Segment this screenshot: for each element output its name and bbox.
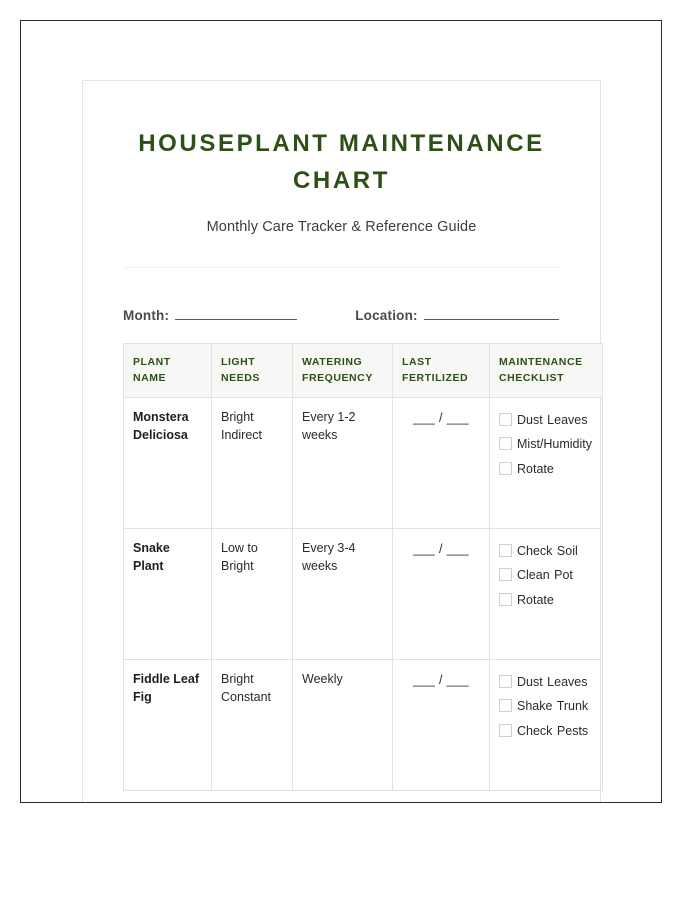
cell-last-fertilized-text: ___ / ___ — [413, 672, 469, 687]
table-row — [124, 659, 603, 790]
location-field[interactable] — [355, 306, 559, 323]
checklist-item[interactable] — [499, 568, 573, 582]
checklist-item[interactable] — [499, 462, 554, 476]
table-row — [124, 528, 603, 659]
viewport-frame — [20, 20, 662, 803]
cell-watering-frequency-text: Every 3-4 weeks — [302, 540, 356, 573]
cell-plant-name-text: Monstera Deliciosa — [133, 409, 189, 442]
cell-light-needs — [212, 528, 293, 659]
checklist — [499, 408, 593, 481]
checklist-item-label: Clean Pot — [517, 568, 573, 583]
checkbox-icon[interactable] — [499, 437, 512, 450]
checklist-item[interactable] — [499, 413, 587, 427]
table-header-row — [124, 344, 603, 397]
checklist-item-label: Dust Leaves — [517, 674, 588, 689]
cell-light-needs — [212, 659, 293, 790]
checklist — [499, 670, 593, 743]
month-label: Month: — [123, 308, 170, 324]
cell-plant-name-text: Fiddle Leaf Fig — [133, 671, 199, 704]
checklist-item-label: Rotate — [517, 592, 554, 607]
month-field[interactable] — [123, 306, 297, 323]
checklist-item[interactable] — [499, 437, 592, 451]
cell-light-needs-text: Bright Constant — [221, 671, 272, 704]
page-subtitle: Monthly Care Tracker & Reference Guide — [206, 219, 477, 236]
cell-watering-frequency — [293, 528, 393, 659]
cell-last-fertilized — [393, 659, 490, 790]
column-header-light-needs: LIGHT NEEDS — [212, 344, 293, 397]
checkbox-icon[interactable] — [499, 675, 512, 688]
cell-last-fertilized-text: ___ / ___ — [413, 410, 469, 425]
month-input-blank[interactable] — [175, 306, 297, 320]
cell-plant-name-text: Snake Plant — [133, 540, 170, 573]
checklist-item-label: Check Soil — [517, 543, 578, 558]
page-title: HOUSEPLANT MAINTENANCE CHART — [138, 130, 545, 195]
checklist-item[interactable] — [499, 544, 578, 558]
checklist-item-label: Dust Leaves — [517, 412, 588, 427]
checklist — [499, 539, 593, 612]
checklist-item-label: Mist/Humidity — [517, 437, 593, 452]
checklist-item[interactable] — [499, 724, 588, 738]
table-row — [124, 397, 603, 528]
cell-last-fertilized-text: ___ / ___ — [413, 541, 469, 556]
document-card — [82, 80, 601, 803]
cell-watering-frequency — [293, 659, 393, 790]
column-header-last-fertilized: LAST FERTILIZED — [393, 344, 490, 397]
checkbox-icon[interactable] — [499, 544, 512, 557]
cell-maintenance-checklist — [490, 659, 603, 790]
cell-plant-name — [124, 397, 212, 528]
cell-watering-frequency-text: Weekly — [302, 671, 343, 686]
cell-light-needs-text: Low to Bright — [221, 540, 258, 573]
checklist-item-label: Check Pests — [517, 723, 589, 738]
checklist-item[interactable] — [499, 699, 588, 713]
checklist-item-label: Shake Trunk — [517, 699, 589, 714]
checkbox-icon[interactable] — [499, 413, 512, 426]
cell-maintenance-checklist — [490, 397, 603, 528]
cell-last-fertilized — [393, 397, 490, 528]
checkbox-icon[interactable] — [499, 593, 512, 606]
checklist-item[interactable] — [499, 675, 587, 689]
meta-fields-row — [123, 268, 560, 343]
checkbox-icon[interactable] — [499, 568, 512, 581]
location-label: Location: — [355, 308, 418, 324]
column-header-maintenance-checklist: MAINTENANCE CHECKLIST — [490, 344, 603, 397]
table-header — [124, 344, 603, 397]
checkbox-icon[interactable] — [499, 724, 512, 737]
checkbox-icon[interactable] — [499, 462, 512, 475]
cell-last-fertilized — [393, 528, 490, 659]
cell-light-needs-text: Bright Indirect — [221, 409, 262, 442]
plant-care-table — [123, 343, 603, 790]
cell-watering-frequency-text: Every 1-2 weeks — [302, 409, 356, 442]
cell-plant-name — [124, 528, 212, 659]
column-header-watering-frequency: WATERING FREQUENCY — [293, 344, 393, 397]
table-body — [124, 397, 603, 790]
checkbox-icon[interactable] — [499, 699, 512, 712]
cell-light-needs — [212, 397, 293, 528]
cell-watering-frequency — [293, 397, 393, 528]
checklist-item-label: Rotate — [517, 461, 554, 476]
checklist-item[interactable] — [499, 593, 554, 607]
cell-maintenance-checklist — [490, 528, 603, 659]
cell-plant-name — [124, 659, 212, 790]
location-input-blank[interactable] — [424, 306, 559, 320]
column-header-plant-name: PLANT NAME — [124, 344, 212, 397]
